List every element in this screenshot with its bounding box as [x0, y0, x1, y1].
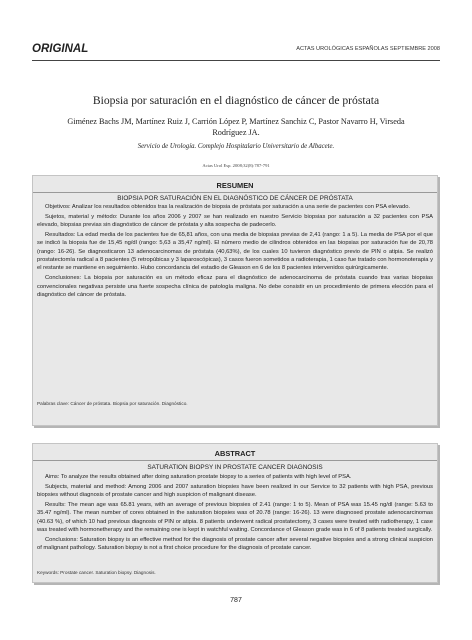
- article-authors: Giménez Bachs JM, Martínez Ruiz J, Carrión López P, Martínez Sanchiz C, Pastor Navarro H, Virseda Rodríguez JA.: [67, 117, 405, 137]
- resumen-subtitle: BIOPSIA POR SATURACIÓN EN EL DIAGNÓSTICO DE CÁNCER DE PRÓSTATA: [117, 195, 353, 202]
- section-label: ORIGINAL: [32, 43, 89, 55]
- abstract-heading-divider: [33, 460, 437, 461]
- resumen-paragraph-conclusiones: Conclusiones: La biopsia por saturación es un método eficaz para el diagnóstico de adenocarcinoma de próstata cuando tras varias biopsias convencionales negativas persiste una fuerte sospecha clínica de patología maligna. No debe consistir en un procedimiento de primera elección para el diagnóstico del cáncer de próstata.: [37, 275, 433, 298]
- abstract-keywords: Keywords: Prostate cancer. Saturation biopsy. Diagnosis.: [37, 570, 156, 575]
- resumen-heading: RESUMEN: [216, 181, 254, 190]
- resumen-keywords: Palabras clave: Cáncer de próstata. Biopsia por saturación. Diagnóstico.: [37, 401, 188, 406]
- abstract-paragraph-conclusions: Conclusions: Saturation biopsy is an effective method for the diagnosis of prostate cancer after several negative biopsies and a strong clinical suspicion of malignant pathology. Saturation biopsy is not a first choice procedure for the diagnosis of prostate cancer.: [37, 536, 433, 552]
- page-number: 787: [230, 597, 242, 604]
- article-citation: Actas Urol Esp. 2008;32(8):787-791: [202, 163, 270, 168]
- abstract-paragraph-method: Subjects, material and method: Among 2006 and 2007 saturation biopsies have been realized in our Service to 32 patients with high PSA, previous biopsies without diagnosis of prostate cancer and high suspicion of malignant disease.: [37, 483, 433, 499]
- abstract-box: [32, 443, 438, 583]
- abstract-subtitle: SATURATION BIOPSY IN PROSTATE CANCER DIAGNOSIS: [147, 464, 323, 471]
- resumen-heading-divider: [33, 192, 437, 193]
- page-header: [32, 43, 440, 59]
- abstract-paragraph-results: Results: The mean age was 65.81 years, with an average of previous biopsies of 2.41 (range: 1 to 5). Mean of PSA was 15.45 ng/dl (range: 5.63 to 35.47 ng/ml). The mean number of cores obtained in the saturation biopsies was of 20.78 (range: 16-26). 13 were diagnosed prostate adenocarcinomas (40.63 %), of which 10 had previous diagnosis of PIN or atipia. 8 patients underwent radical prostatectomy, 3 cases were treated with radiotherapy, 1 case was treated with hormonetherapy and the remaining one is kept in watchful waiting. Concordance of Gleason grade was in 6 of 8 patients treated surgically.: [37, 502, 433, 534]
- resumen-paragraph-objetivos: Objetivos: Analizar los resultados obtenidos tras la realización de biopsia de próstata por saturación a una serie de pacientes con PSA elevado.: [45, 204, 411, 210]
- article-affiliation: Servicio de Urología. Complejo Hospitalario Universitario de Albacete.: [137, 143, 335, 150]
- resumen-body: [37, 203, 433, 301]
- journal-running-head: ACTAS UROLÓGICAS ESPAÑOLAS SEPTIEMBRE 2008: [296, 46, 440, 52]
- abstract-paragraph-aims: Aims: To analyze the results obtained after doing saturation prostate biopsy to a series of patients with high level of PSA.: [45, 474, 352, 480]
- resumen-paragraph-metodo: Sujetos, material y método: Durante los años 2006 y 2007 se han realizado en nuestro Servicio biopsias por saturación a 32 pacientes con PSA elevado, biopsias previas sin diagnóstico de cáncer de próstata y alta sospecha de padecerlo.: [37, 213, 433, 229]
- resumen-box: [32, 175, 438, 426]
- abstract-body: [37, 473, 433, 554]
- header-divider: [32, 60, 440, 61]
- resumen-paragraph-resultados: Resultados: La edad media de los pacientes fue de 65,81 años, con una media de biopsias previas de 2,41 (rango: 1 a 5). La media de PSA por el que se indicó la biopsia fue de 15,45 ng/dl (rango: 5,63 a 35,47 ng/ml). El número medio de cilindros obtenidos en las biopsias por saturación fue de 20,78 (rango: 16-26). Se diagnosticaron 13 adenocarcinomas de próstata (40,63%), de los cuales 10 tuvieron diagnóstico previo de PIN o atipia. Se realizó prostatectomía radical a 8 pacientes (5 retropúbicas y 3 laparoscópicas), 3 casos fueron sometidos a radioterapia, 1 caso fue tratado con hormonoterapia y el restante se mantiene en seguimiento. Hubo concordancia del estadio de Gleason en 6 de los 8 pacientes intervenidos quirúrgicamente.: [37, 232, 433, 272]
- abstract-heading: ABSTRACT: [214, 449, 256, 458]
- article-title: Biopsia por saturación en el diagnóstico de cáncer de próstata: [92, 94, 380, 107]
